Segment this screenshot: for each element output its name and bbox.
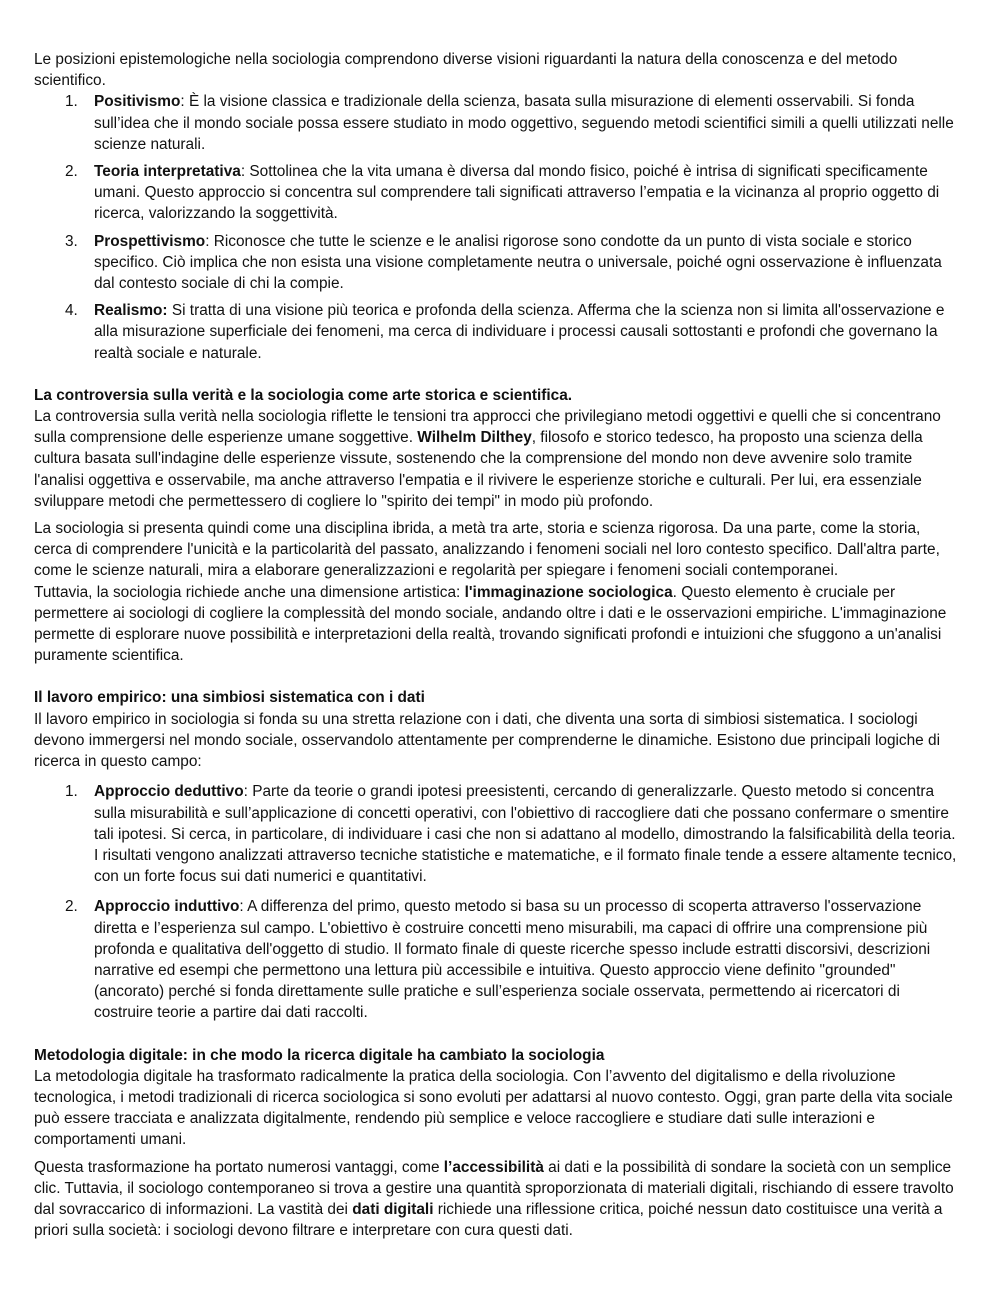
list-text: Sottolinea che la vita umana è diversa dal mondo fisico, poiché è intrisa di significati specificamente umani. Questo approccio si concentra sul comprendere tali significati attraverso l’empatia e la vicinanza al proprio oggetto di ricerca, valorizzando la soggettività. [94,163,940,223]
bold-term: l'immaginazione sociologica [464,583,673,601]
list-number: 2. [65,163,78,181]
list-separator: : [205,232,214,250]
controversy-paragraph-3 [34,582,960,667]
list-item [34,300,960,364]
text-run: Tuttavia, la sociologia richiede anche una dimensione artistica: [34,583,465,601]
controversy-paragraph-1 [34,406,960,512]
bold-term: Wilhelm Dilthey [417,429,532,447]
text-run: richiede una riflessione critica, poiché nessun dato costituisce una verità a priori sulla società: i sociologi devono filtrare e interpretare con cura questi dati. [34,1200,943,1240]
digital-paragraph-2 [34,1157,960,1242]
list-number: 1. [65,783,78,801]
list-term: Prospettivismo [94,232,206,250]
list-text: Si tratta di una visione più teorica e profonda della scienza. Afferma che la scienza non si limita all'osservazione e alla misurazione superficiale dei fenomeni, ma cerca di individuare i processi causali sottostanti e profondi che governano la realtà sociale e naturale. [94,302,945,362]
list-separator: : [239,898,248,916]
digital-paragraph-1: La metodologia digitale ha trasformato radicalmente la pratica della sociologia. Con l’avvento del digitalismo e della rivoluzione tecnologica, i metodi tradizionali di ricerca sociologica si sono evoluti per adattarsi al nuovo contesto. Oggi, gran parte della vita sociale può essere tracciata e analizzata digitalmente, rendendo più semplice e veloce raccogliere e studiare dati sulle interazioni e comportamenti umani. [34,1067,953,1149]
list-item [34,781,960,887]
list-item [34,161,960,225]
section-heading-controversy: La controversia sulla verità e la sociologia come arte storica e scientifica. [34,386,573,404]
section-heading-digital: Metodologia digitale: in che modo la ricerca digitale ha cambiato la sociologia [34,1046,605,1064]
list-term: Approccio deduttivo [94,783,244,801]
bold-term: l’accessibilità [443,1158,544,1176]
list-term: Positivismo [94,93,181,111]
list-separator: : [243,783,253,801]
bold-term: dati digitali [352,1200,434,1218]
text-run: . Questo elemento è cruciale per permettere ai sociologi di cogliere la complessità del mondo sociale, andando oltre i dati e le osservazioni empiriche. L'immaginazione permette di esplorare nuove possibilità e interpretazioni della realtà, trovando significati profondi e intuizioni che sfuggono a un'analisi puramente scientifica. [34,583,947,665]
document-page [34,49,960,1241]
list-number: 2. [65,898,78,916]
list-text: A differenza del primo, questo metodo si basa su un processo di scoperta attraverso l'osservazione diretta e l’esperienza sul campo. L'obiettivo è costruire concetti meno misurabili, ma capaci di offrire una comprensione più profonda e qualitativa dell'oggetto di studio. Il formato finale di queste ricerche spesso include estratti discorsivi, descrizioni narrative ed esempi che permettono una lettura più accessibile e intuitiva. Questo approccio viene definito "grounded" (ancorato) perché si fonda direttamente sulle pratiche e sull’esperienza sociale osservata, permettendo ai ricercatori di costruire teorie a partire dai dati raccolti. [94,898,931,1022]
section-heading-empirical: Il lavoro empirico: una simbiosi sistematica con i dati [34,689,425,707]
research-approaches-list [34,781,960,1023]
list-text: È la visione classica e tradizionale della scienza, basata sulla misurazione di elementi osservabili. Si fonda sull’idea che il mondo sociale possa essere studiato in modo oggettivo, seguendo metodi scientifici simili a quelli utilizzati nelle scienze naturali. [94,93,954,153]
list-number: 3. [65,232,78,250]
intro-paragraph: Le posizioni epistemologiche nella sociologia comprendono diverse visioni riguardanti la natura della conoscenza e del metodo scientifico. [34,51,898,90]
list-term: Teoria interpretativa [94,163,241,181]
list-text: Parte da teorie o grandi ipotesi preesistenti, cercando di generalizzarle. Questo metodo si concentra sulla misurabilità e sull’applicazione di concetti operativi, con l'obiettivo di raccogliere dati che possano confermare o smentire tali ipotesi. Si cerca, in particolare, di individuare i casi che non si adattano al modello, dimostrando la falsificabilità della teoria. I risultati vengono analizzati attraverso tecniche statistiche e matematiche, e il formato finale tende a essere altamente tecnico, con un forte focus sui dati numerici e quantitativi. [94,783,957,886]
list-text: Riconosce che tutte le scienze e le analisi rigorose sono condotte da un punto di vista sociale e storico specifico. Ciò implica che non esista una visione completamente neutra o universale, poiché ogni osservazione è influenzata dal contesto sociale di chi la compie. [94,232,942,293]
text-run: , filosofo e storico tedesco, ha proposto una scienza della cultura basata sull'indagine delle esperienze vissute, sostenendo che la comprensione del mondo non deve avvenire solo tramite l'analisi oggettiva e osservabile, ma anche attraverso l'empatia e il rivivere le esperienze storiche e culturali. Per lui, era essenziale sviluppare metodi che permettessero di cogliere lo "spirito dei tempi" in modo più profondo. [34,429,923,510]
list-item [34,231,960,295]
list-number: 4. [65,302,78,320]
list-number: 1. [65,93,78,111]
text-run: Questa trasformazione ha portato numerosi vantaggi, come [34,1158,444,1176]
list-separator: : [240,163,250,181]
empirical-paragraph-1: Il lavoro empirico in sociologia si fonda su una stretta relazione con i dati, che diventa una sorta di simbiosi sistematica. I sociologi devono immergersi nel mondo sociale, osservandolo attentamente per comprenderne le dinamiche. Esistono due principali logiche di ricerca in questo campo: [34,710,940,771]
text-run: La controversia sulla verità nella sociologia riflette le tensioni tra approcci che privilegiano metodi oggettivi e quelli che si concentrano sulla comprensione delle esperienze umane soggettive. [34,408,941,447]
text-run: ai dati e la possibilità di sondare la società con un semplice clic. Tuttavia, il sociologo contemporaneo si trova a gestire una quantità sproporzionata di materiali digitali, rischiando di essere travolto dal sovraccarico di informazioni. La vastità dei [34,1158,954,1218]
list-item [34,91,960,155]
list-item [34,896,960,1023]
controversy-paragraph-2: La sociologia si presenta quindi come una disciplina ibrida, a metà tra arte, storia e scienza rigorosa. Da una parte, come la storia, cerca di comprendere l'unicità e la particolarità del passato, analizzando i fenomeni sociali nel loro contesto specifico. Dall'altra parte, come le scienze naturali, mira a elaborare generalizzazioni e regolarità per spiegare i fenomeni sociali contemporanei. [34,520,940,580]
list-term: Realismo: [94,302,168,320]
list-term: Approccio induttivo [94,898,240,916]
epistemological-positions-list [34,91,960,363]
list-separator: : [180,93,189,111]
